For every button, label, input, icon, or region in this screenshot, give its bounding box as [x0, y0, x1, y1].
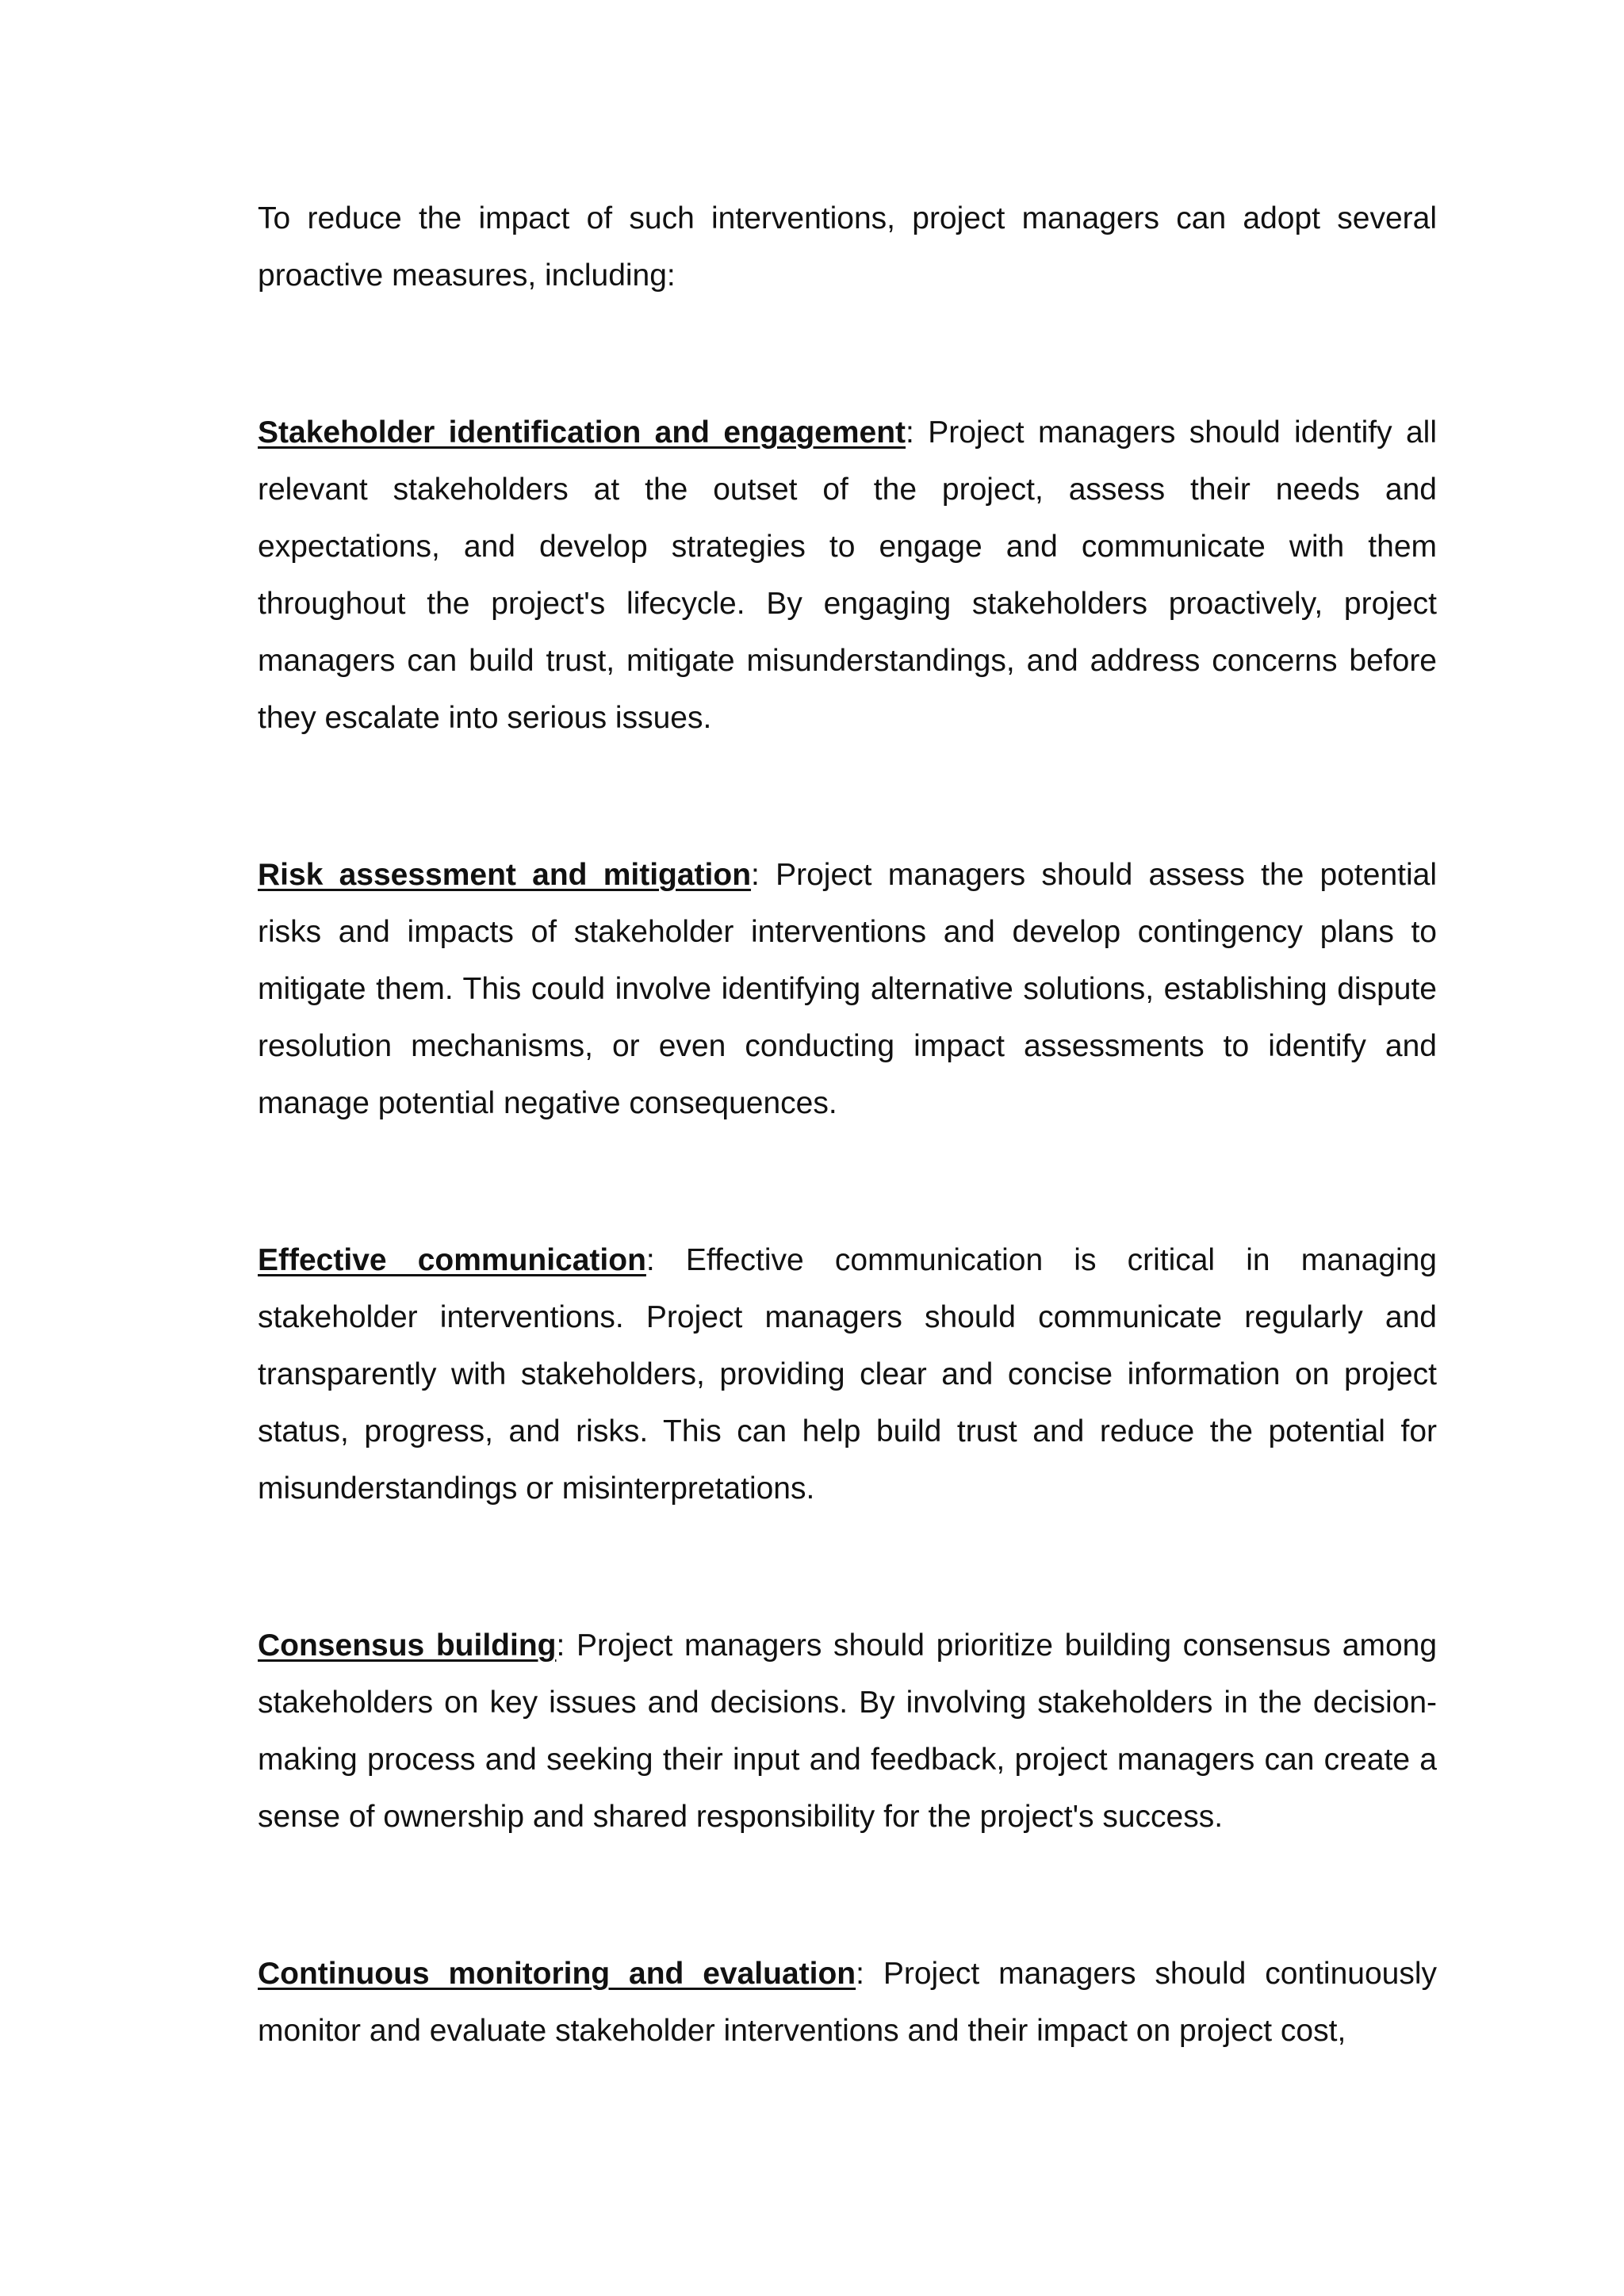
- measure-body: Project managers should assess the potential risks and impacts of stakeholder interventions and develop contingency plans to mitigate them. This could involve identifying alternative solutions, establishing dispute resolution mechanisms, or even conducting impact assessments to identify and manage potential negative consequences.: [258, 858, 1437, 1120]
- intro-paragraph: To reduce the impact of such interventions, project managers can adopt several proactive measures, including:: [258, 201, 1437, 293]
- measure-separator: :: [751, 858, 760, 892]
- measure-paragraph-stakeholder-engagement: [258, 404, 1437, 747]
- measure-heading: Stakeholder identification and engagement: [258, 415, 906, 450]
- measure-heading: Consensus building: [258, 1628, 557, 1663]
- measure-separator: :: [556, 1628, 565, 1663]
- measure-paragraph-monitoring-evaluation: [258, 1946, 1437, 2060]
- document-body: [258, 190, 1437, 2060]
- measure-body: Project managers should identify all relevant stakeholders at the outset of the project, assess their needs and expectations, and develop strategies to engage and communicate with them throughout the project's lifecycle. By engaging stakeholders proactively, project managers can build trust, mitigate misunderstandings, and address concerns before they escalate into serious issues.: [258, 415, 1438, 735]
- measure-separator: :: [856, 1957, 864, 1991]
- measure-heading: Effective communication: [258, 1243, 646, 1277]
- measure-body: Project managers should prioritize building consensus among stakeholders on key issues and decisions. By involving stakeholders in the decision-making process and seeking their input and feedback, project managers can create a sense of ownership and shared responsibility for the project's success.: [258, 1628, 1438, 1834]
- measure-heading: Continuous monitoring and evaluation: [258, 1957, 856, 1991]
- measure-paragraph-consensus-building: [258, 1617, 1437, 1846]
- measure-paragraph-risk-assessment: [258, 847, 1437, 1132]
- measure-paragraph-effective-communication: [258, 1232, 1437, 1517]
- measure-separator: :: [645, 1243, 655, 1277]
- measure-body: Project managers should continuously monitor and evaluate stakeholder interventions and their impact on project cost,: [258, 1957, 1438, 2048]
- measure-separator: :: [906, 415, 914, 450]
- measure-body: Effective communication is critical in managing stakeholder interventions. Project managers should communicate regularly and transparently with stakeholders, providing clear and concise information on project status, progress, and risks. This can help build trust and reduce the potential for misunderstandings or misinterpretations.: [258, 1243, 1437, 1506]
- measure-heading: Risk assessment and mitigation: [258, 858, 752, 892]
